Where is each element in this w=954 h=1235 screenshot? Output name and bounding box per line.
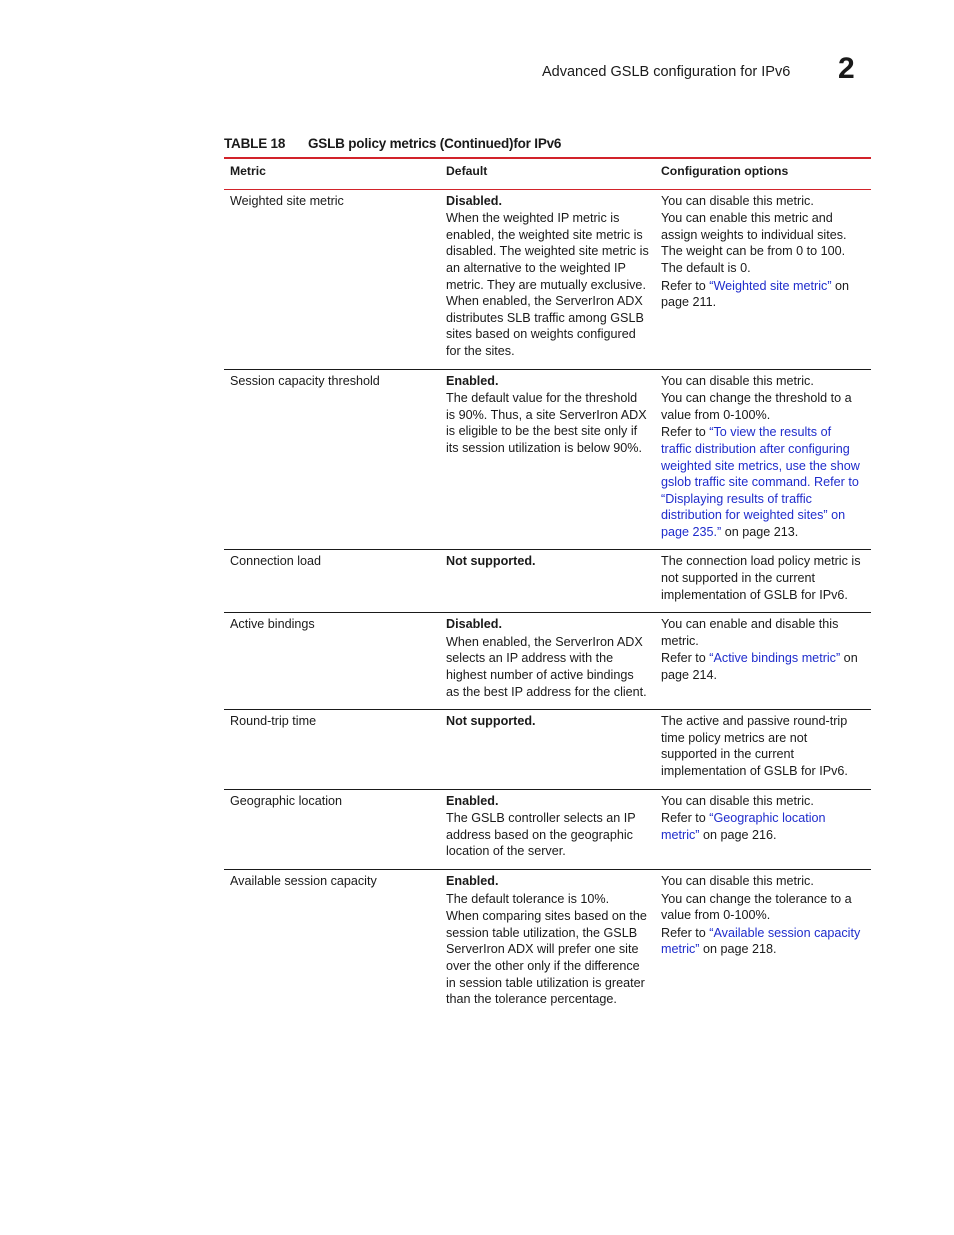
column-header-configuration-options: Configuration options <box>655 158 871 189</box>
table-caption <box>224 136 561 151</box>
reference-prefix: Refer to <box>661 278 710 293</box>
metric-cell: Round-trip time <box>224 710 440 789</box>
options-cell <box>655 550 871 613</box>
reference <box>661 278 865 311</box>
default-status: Enabled. <box>446 373 499 388</box>
default-status: Not supported. <box>446 714 536 729</box>
metric-cell: Connection load <box>224 550 440 613</box>
metric-cell: Geographic location <box>224 789 440 869</box>
options-cell <box>655 369 871 550</box>
default-description: When comparing sites based on the session table utilization, the GSLB ServerIron ADX will prefer one site over the other only if the difference in session table utilization is greater than the tolerance percentage. <box>446 909 647 1007</box>
default-cell <box>440 189 655 369</box>
reference-prefix: Refer to <box>661 425 710 440</box>
cross-reference-link[interactable]: “Weighted site metric” <box>709 278 832 293</box>
cross-reference-link[interactable]: “To view the results of traffic distribution after configuring weighted site metrics, use the show gslob traffic site command. Refer to “Displaying results of traffic distribution for weighted sites” on page 235.” <box>661 425 860 539</box>
cross-reference-link[interactable]: “Active bindings metric” <box>709 651 841 666</box>
options-cell <box>655 613 871 710</box>
default-status: Enabled. <box>446 873 499 888</box>
reference-suffix: on page 218. <box>699 942 777 957</box>
reference <box>661 810 865 843</box>
option-text: You can enable this metric and assign weights to individual sites. The weight can be from 0 to 100. The default is 0. <box>661 211 847 275</box>
metric-cell: Available session capacity <box>230 873 377 888</box>
option-text: You can enable and disable this metric. <box>661 617 839 648</box>
option-text: You can change the tolerance to a value from 0-100%. <box>661 891 852 923</box>
cross-reference-link[interactable]: “Available session capacity metric” <box>661 925 861 957</box>
option-text: The active and passive round-trip time policy metrics are not supported in the current implementation of GSLB for IPv6. <box>661 714 848 778</box>
table-header-row <box>224 158 871 189</box>
options-cell <box>655 189 871 369</box>
default-cell <box>440 789 655 869</box>
options-cell <box>655 869 871 1016</box>
default-status: Disabled. <box>446 617 502 632</box>
default-description: When enabled, the ServerIron ADX selects an IP address with the highest number of active bindings as the best IP address for the client. <box>446 634 647 699</box>
table-row <box>224 789 871 869</box>
table-row <box>224 613 871 710</box>
running-header-title: Advanced GSLB configuration for IPv6 <box>542 64 791 80</box>
default-description: The default value for the threshold is 90%. Thus, a site ServerIron ADX is eligible to be the best site only if its session utilization is below 90%. <box>446 391 647 455</box>
reference-prefix: Refer to <box>661 811 710 826</box>
default-cell <box>440 869 655 1016</box>
options-cell <box>655 710 871 789</box>
option-text: You can disable this metric. <box>661 373 814 388</box>
table-row <box>224 710 871 789</box>
reference <box>661 424 865 540</box>
default-description: The default tolerance is 10%. <box>446 891 610 906</box>
default-status: Not supported. <box>446 554 536 569</box>
option-text: You can disable this metric. <box>661 793 814 808</box>
options-cell <box>655 789 871 869</box>
default-description: The GSLB controller selects an IP address based on the geographic location of the server. <box>446 811 636 859</box>
option-text: You can disable this metric. <box>661 873 814 888</box>
metric-cell: Weighted site metric <box>224 189 440 369</box>
reference-suffix: on page 214. <box>661 651 858 683</box>
column-header-default: Default <box>440 158 655 189</box>
default-description: When the weighted IP metric is enabled, the weighted site metric is disabled. The weighted site metric is an alternative to the weighted IP metric. They are mutually exclusive. When enabled, the ServerIron ADX distributes SLB traffic among GSLB sites based on weights configured for the sites. <box>446 211 649 358</box>
table-title: GSLB policy metrics (Continued)for IPv6 <box>308 136 562 151</box>
reference <box>661 925 865 958</box>
default-status: Enabled. <box>446 793 499 808</box>
table-row <box>224 869 871 1016</box>
default-cell <box>440 613 655 710</box>
reference-suffix: on page 213. <box>721 524 799 539</box>
option-text: You can change the threshold to a value from 0-100%. <box>661 391 852 422</box>
cross-reference-link[interactable]: “Geographic location metric” <box>661 811 826 842</box>
default-cell <box>440 710 655 789</box>
default-status: Disabled. <box>446 193 502 208</box>
reference-prefix: Refer to <box>661 651 710 666</box>
gslb-policy-metrics-table <box>224 157 871 1017</box>
reference <box>661 650 865 683</box>
reference-suffix: on page 211. <box>661 278 850 310</box>
column-header-metric: Metric <box>224 158 440 189</box>
chapter-number: 2 <box>838 52 855 85</box>
metric-cell: Session capacity threshold <box>224 369 440 550</box>
metric-cell: Active bindings <box>224 613 440 710</box>
table-label: TABLE 18 <box>224 136 286 151</box>
table-row <box>224 189 871 369</box>
table-row <box>224 550 871 613</box>
option-text: You can disable this metric. <box>661 193 814 208</box>
default-cell <box>440 550 655 613</box>
option-text: The connection load policy metric is not supported in the current implementation of GSLB for IPv6. <box>661 554 861 602</box>
reference-prefix: Refer to <box>661 925 710 940</box>
table-row <box>224 369 871 550</box>
default-cell <box>440 369 655 550</box>
reference-suffix: on page 216. <box>699 827 777 842</box>
